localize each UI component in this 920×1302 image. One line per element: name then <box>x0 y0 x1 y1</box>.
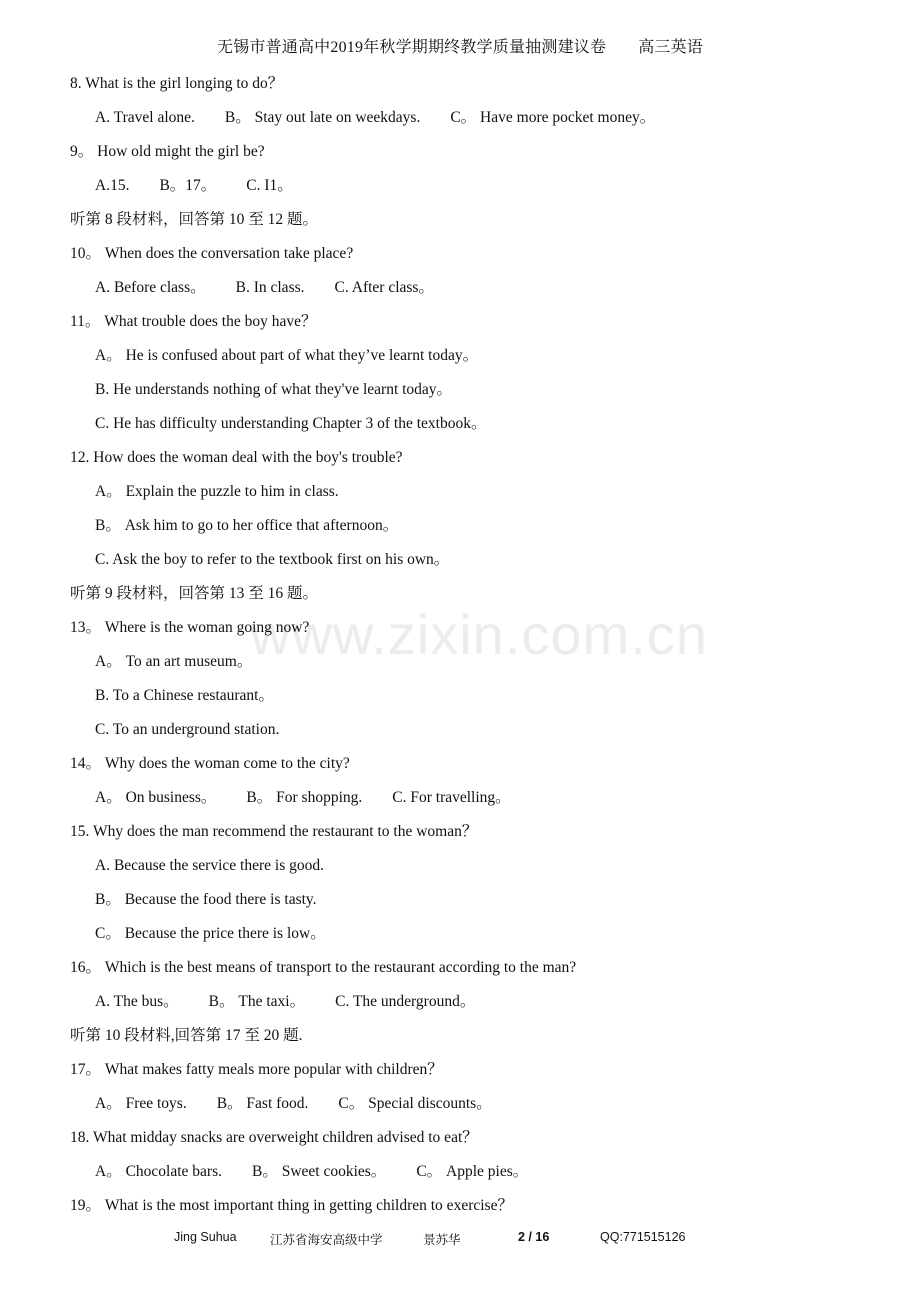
answer-option: C。 Have more pocket money。 <box>450 109 656 126</box>
answer-option-line: A。 He is confused about part of what they’ve learnt today。 <box>95 347 479 364</box>
answer-option: A。 On business。 <box>95 789 217 806</box>
answer-option: A. Travel alone. <box>95 109 195 126</box>
question-line: 11。 What trouble does the boy have？ <box>70 313 317 330</box>
question-line: 听第 10 段材料,回答第 17 至 20 题. <box>70 1027 303 1044</box>
exam-title: 无锡市普通高中2019年秋学期期终教学质量抽测建议卷 <box>216 39 607 56</box>
answer-option-line: B。 Ask him to go to her office that afternoon。 <box>95 517 399 534</box>
answer-option-line: C. He has difficulty understanding Chapter 3 of the textbook。 <box>95 415 487 432</box>
answer-option: C. The underground。 <box>335 993 476 1010</box>
answer-options-row <box>70 784 850 818</box>
question-line: 19。 What is the most important thing in getting children to exercise？ <box>70 1197 513 1214</box>
answer-option: B。 Stay out late on weekdays. <box>224 109 421 126</box>
answer-options-row <box>70 988 850 1022</box>
answer-option: B。 For shopping. <box>246 789 363 806</box>
answer-option: A。 Chocolate bars. <box>95 1163 222 1180</box>
answer-option: A. Before class。 <box>95 279 206 296</box>
footer-school: 江苏省海安高级中学 <box>270 1233 383 1247</box>
answer-options-row <box>70 1158 850 1192</box>
answer-option: B。17。 <box>159 177 217 194</box>
question-line: 听第 9 段材料，回答第 13 至 16 题。 <box>70 585 319 602</box>
question-line: 12. How does the woman deal with the boy's trouble? <box>70 449 403 466</box>
answer-option: B。 Fast food. <box>216 1095 309 1112</box>
question-line: 9。 How old might the girl be? <box>70 143 265 160</box>
answer-option: A。 Free toys. <box>95 1095 187 1112</box>
answer-option-line: C. To an underground station. <box>95 721 280 738</box>
footer-author-cn: 景苏华 <box>423 1233 461 1247</box>
answer-option: C。 Special discounts。 <box>338 1095 492 1112</box>
answer-option-line: B。 Because the food there is tasty. <box>95 891 317 908</box>
watermark: www.zixin.com.cn <box>250 603 708 666</box>
answer-option-line: C. Ask the boy to refer to the textbook first on his own。 <box>95 551 450 568</box>
question-line: 10。 When does the conversation take place? <box>70 245 354 262</box>
answer-option: C. I1。 <box>246 177 293 194</box>
answer-option: B。 Sweet cookies。 <box>251 1163 387 1180</box>
exam-subject: 高三英语 <box>638 39 703 56</box>
question-line: 15. Why does the man recommend the restaurant to the woman？ <box>70 823 478 840</box>
answer-options-row <box>70 104 850 138</box>
answer-option: A. The bus。 <box>95 993 179 1010</box>
page-header <box>0 34 920 57</box>
answer-option: C. After class。 <box>334 279 434 296</box>
answer-option-line: C。 Because the price there is low。 <box>95 925 326 942</box>
answer-options-row <box>70 172 850 206</box>
question-line: 8. What is the girl longing to do？ <box>70 75 284 92</box>
question-line: 16。 Which is the best means of transport to the restaurant according to the man? <box>70 959 577 976</box>
answer-option: B. In class. <box>235 279 305 296</box>
page-number: 2 / 16 <box>518 1230 550 1244</box>
question-line: 18. What midday snacks are overweight children advised to eat？ <box>70 1129 478 1146</box>
question-line: 17。 What makes fatty meals more popular with children？ <box>70 1061 443 1078</box>
answer-option-line: B. To a Chinese restaurant。 <box>95 687 274 704</box>
answer-option: A.15. <box>95 177 130 194</box>
answer-options-row <box>70 274 850 308</box>
question-line: 14。 Why does the woman come to the city? <box>70 755 350 772</box>
answer-option-line: B. He understands nothing of what they've learnt today。 <box>95 381 453 398</box>
answer-option-line: A。 To an art museum。 <box>95 653 253 670</box>
answer-options-row <box>70 1090 850 1124</box>
answer-option: B。 The taxi。 <box>208 993 306 1010</box>
footer-author-en: Jing Suhua <box>174 1230 237 1244</box>
page-footer <box>0 1230 920 1250</box>
answer-option: C。 Apple pies。 <box>416 1163 529 1180</box>
question-list <box>70 70 850 1226</box>
footer-qq: QQ:771515126 <box>600 1230 686 1244</box>
question-line: 13。 Where is the woman going now? <box>70 619 310 636</box>
answer-option: C. For travelling。 <box>392 789 511 806</box>
question-line: 听第 8 段材料，回答第 10 至 12 题。 <box>70 211 319 228</box>
answer-option-line: A. Because the service there is good. <box>95 857 324 874</box>
answer-option-line: A。 Explain the puzzle to him in class. <box>95 483 339 500</box>
